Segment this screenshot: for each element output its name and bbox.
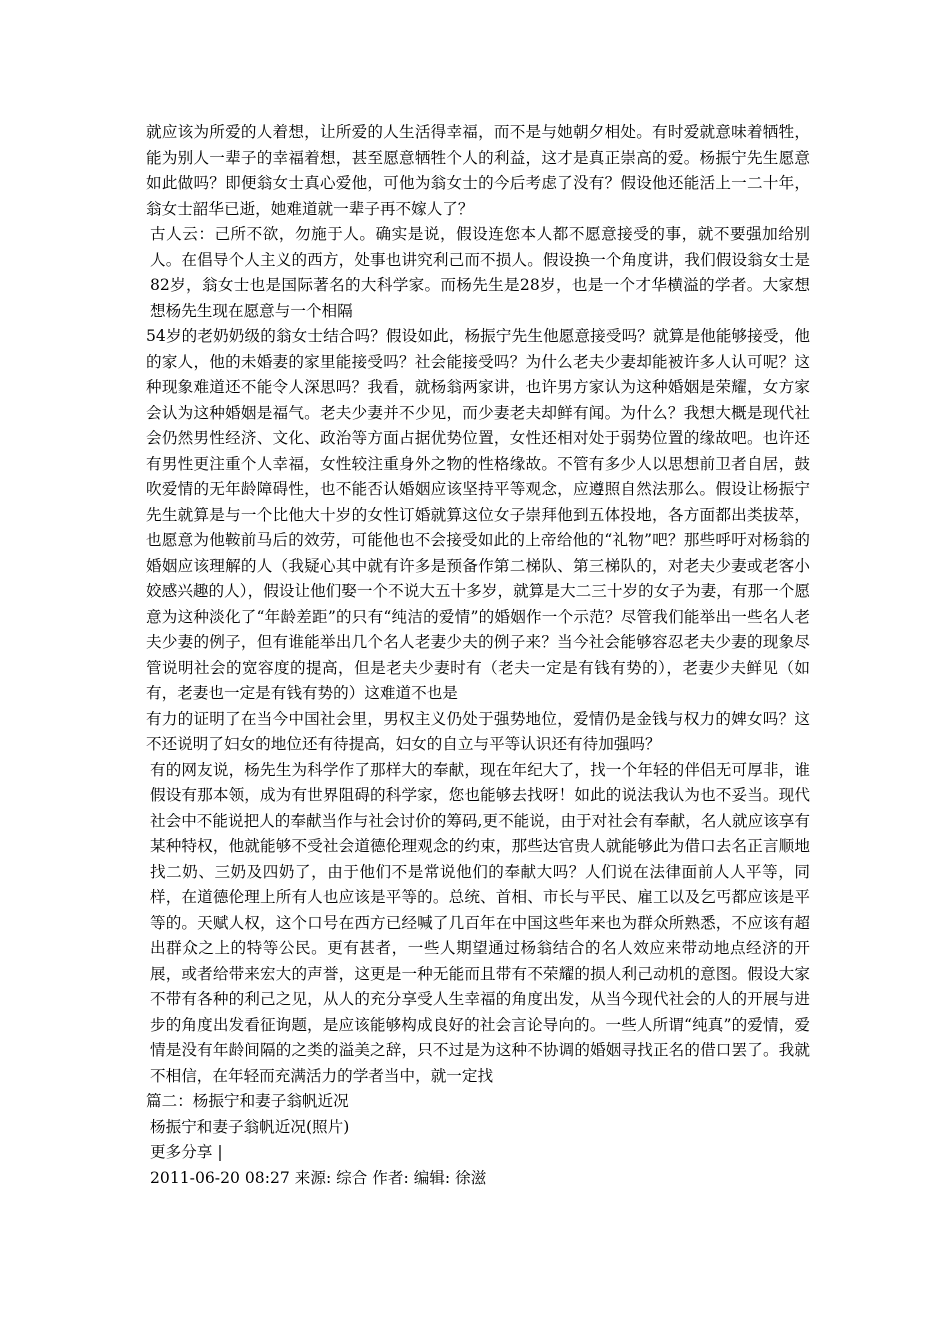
paragraph-3: 54岁的老奶奶级的翁女士结合吗？假设如此，杨振宁先生他愿意接受吗？就算是他能够接受，他的家人，他的未婚妻的家里能接受吗？社会能接受吗？为什么老夫少妻却能被许多人认可呢？这种现象难道还不能令人深思吗？我看，就杨翁两家讲，也许男方家认为这种婚姻是荣耀，女方家会认为这种婚姻是福气。老夫少妻并不少见，而少妻老夫却鲜有闻。为什么？我想大概是现代社会仍然男性经济、文化、政治等方面占据优势位置，女性还相对处于弱势位置的缘故吧。也许还有男性更注重个人幸福，女性较注重身外之物的性格缘故。不管有多少人以思想前卫者自居，鼓吹爱情的无年龄障碍性，也不能否认婚姻应该坚持平等观念，应遵照自然法那么。假设让杨振宁先生就算是与一个比他大十岁的女性订婚就算这位女子崇拜他到五体投地，各方面都出类拔萃，也愿意为他鞍前马后的效劳，可能他也不会接受如此的上帝给他的“礼物”吧？那些呼吁对杨翁的婚姻应该理解的人（我疑心其中就有许多是预备作第二梯队、第三梯队的，对老夫少妻或老客小姣感兴趣的人），假设让他们娶一个不说大五十多岁，就算是大二三十岁的女子为妻，有那一个愿意为这种淡化了“年龄差距”的只有“纯洁的爱情”的婚姻作一个示范？尽管我们能举出一些名人老夫少妻的例子，但有谁能举出几个名人老妻少夫的例子来？当今社会能够容忍老夫少妻的现象尽管说明社会的宽容度的提高，但是老夫少妻时有（老夫一定是有钱有势的），老妻少夫鲜见（如有，老妻也一定是有钱有势的）这难道不也是 <box>146 327 810 702</box>
section-heading: 篇二：杨振宁和妻子翁帆近况 <box>146 1092 349 1110</box>
paragraph-2: 古人云：己所不欲，勿施于人。确实是说，假设连您本人都不愿意接受的事，就不要强加给别人。在倡导个人主义的西方，处事也讲究利己而不损人。假设换一个角度讲，我们假设翁女士是82岁，翁女士也是国际著名的大科学家。而杨先生是28岁，也是一个才华横溢的学者。大家想想杨先生现在愿意与一个相隔 <box>150 225 810 320</box>
article-meta: 2011-06-20 08:27 来源: 综合 作者: 编辑: 徐滋 <box>150 1168 487 1187</box>
share-line: 更多分享 | <box>150 1143 223 1161</box>
document-page <box>146 120 810 1191</box>
article-title: 杨振宁和妻子翁帆近况(照片) <box>150 1117 350 1136</box>
paragraph-4: 有力的证明了在当今中国社会里，男权主义仍处于强势地位，爱情仍是金钱与权力的婢女吗？这不还说明了妇女的地位还有待提高，妇女的自立与平等认识还有待加强吗？ <box>146 709 810 753</box>
paragraph-1: 就应该为所爱的人着想，让所爱的人生活得幸福，而不是与她朝夕相处。有时爱就意味着牺牲，能为别人一辈子的幸福着想，甚至愿意牺牲个人的利益，这才是真正崇高的爱。杨振宁先生愿意如此做吗？即便翁女士真心爱他，可他为翁女士的今后考虑了没有？假设他还能活上一二十年，翁女士韶华已逝，她难道就一辈子再不嫁人了？ <box>146 123 810 218</box>
paragraph-5: 有的网友说，杨先生为科学作了那样大的奉献，现在年纪大了，找一个年轻的伴侣无可厚非，谁假设有那本领，成为有世界阻碍的科学家，您也能够去找呀！如此的说法我认为也不妥当。现代社会中不能说把人的奉献当作与社会讨价的筹码,更不能说，由于对社会有奉献，名人就应该享有某种特权，他就能够不受社会道德伦理观念的约束，那些达官贵人就能够此为借口去名正言顺地找二奶、三奶及四奶了，由于他们不是常说他们的奉献大吗？人们说在法律面前人人平等，同样，在道德伦理上所有人也应该是平等的。总统、首相、市长与平民、雇工以及乞丐都应该是平等的。天赋人权，这个口号在西方已经喊了几百年在中国这些年来也为群众所熟悉，不应该有超出群众之上的特等公民。更有甚者，一些人期望通过杨翁结合的名人效应来带动地点经济的开展，或者给带来宏大的声誉，这更是一种无能而且带有不荣耀的损人利己动机的意图。假设大家不带有各种的利己之见，从人的充分享受人生幸福的角度出发，从当今现代社会的人的开展与进步的角度出发看征询题，是应该能够构成良好的社会言论导向的。一些人所谓“纯真”的爱情，爱情是没有年龄间隔的之类的溢美之辞，只不过是为这种不协调的婚姻寻找正名的借口罢了。我就不相信，在年轻而充满活力的学者当中，就一定找 <box>150 760 810 1085</box>
